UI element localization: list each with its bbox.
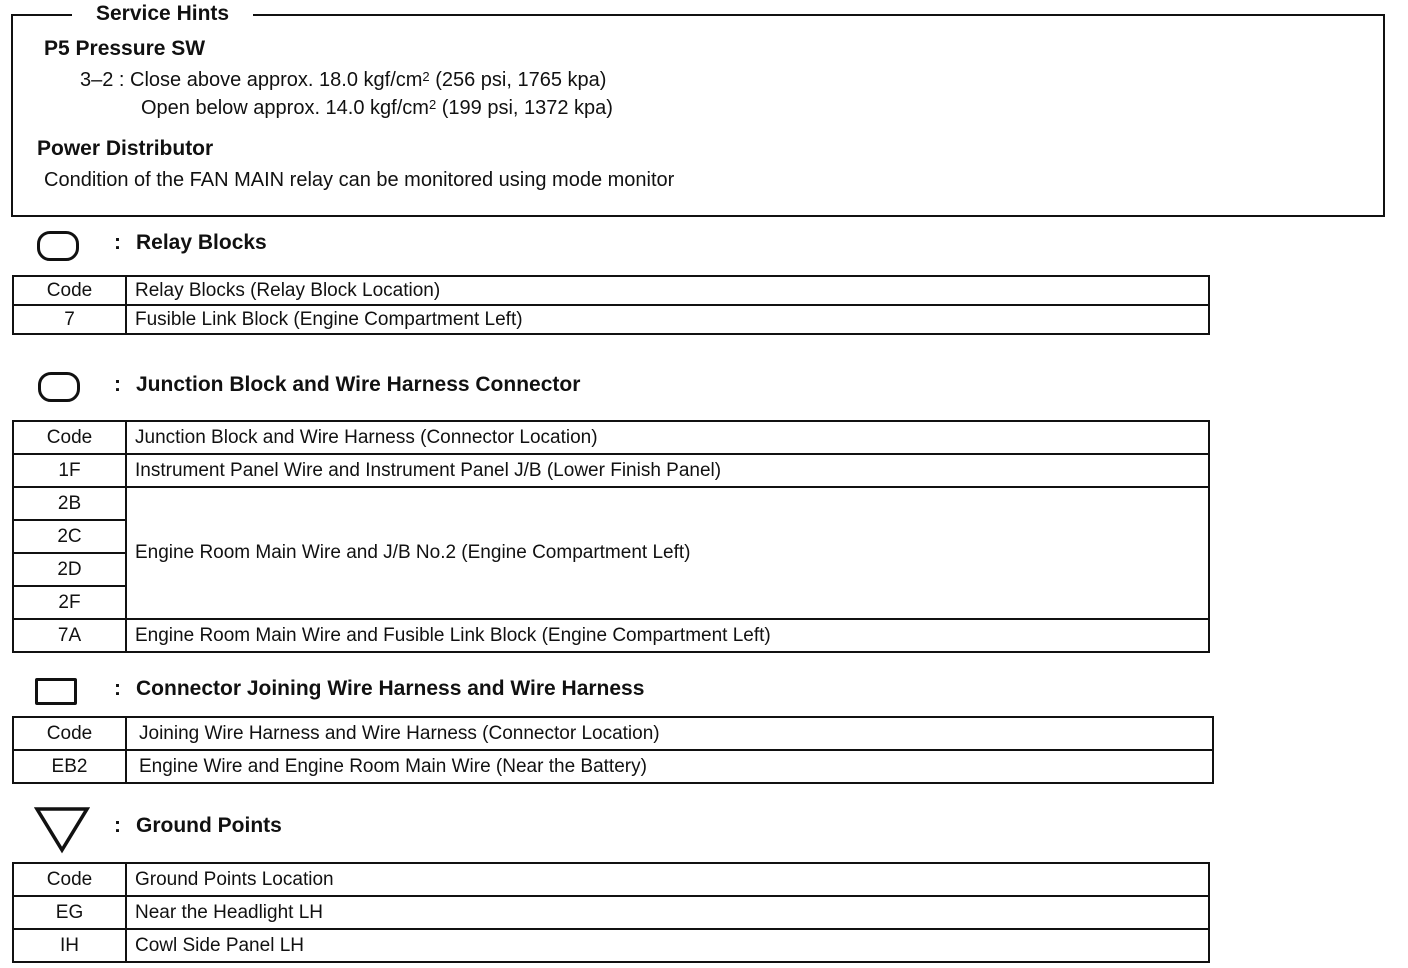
table-row bbox=[13, 487, 1209, 520]
connector-symbol-icon bbox=[35, 678, 77, 705]
table-header-code: Code bbox=[13, 717, 126, 750]
relay-blocks-title: Relay Blocks bbox=[136, 231, 267, 254]
table-header-desc: Junction Block and Wire Harness (Connector Location) bbox=[126, 421, 1209, 454]
p5-close-values: (256 psi, 1765 kpa) bbox=[429, 69, 607, 91]
row-desc: Engine Wire and Engine Room Main Wire (Near the Battery) bbox=[126, 750, 1213, 783]
table-header-row bbox=[13, 717, 1213, 750]
service-hints-title: Service Hints bbox=[72, 2, 253, 26]
table-header-code: Code bbox=[13, 276, 126, 305]
row-desc: Fusible Link Block (Engine Compartment Left) bbox=[126, 305, 1209, 334]
table-row bbox=[13, 619, 1209, 652]
table-header-row bbox=[13, 863, 1209, 896]
connector-joining-table bbox=[12, 716, 1214, 784]
p5-open-values: (199 psi, 1372 kpa) bbox=[436, 97, 613, 119]
p5-close-text: 3–2 : Close above approx. 18.0 kgf/cm bbox=[80, 69, 423, 91]
row-desc: Cowl Side Panel LH bbox=[126, 929, 1209, 962]
p5-heading: P5 Pressure SW bbox=[44, 37, 206, 60]
connector-joining-title: Connector Joining Wire Harness and Wire Harness bbox=[136, 677, 645, 700]
row-code: EG bbox=[13, 896, 126, 929]
table-header-code: Code bbox=[13, 421, 126, 454]
table-row bbox=[13, 454, 1209, 487]
junction-blocks-table bbox=[12, 420, 1210, 653]
relay-block-symbol-icon bbox=[37, 231, 79, 261]
table-header-desc: Joining Wire Harness and Wire Harness (Connector Location) bbox=[126, 717, 1213, 750]
table-row bbox=[13, 896, 1209, 929]
table-row bbox=[13, 305, 1209, 334]
p5-close-line bbox=[80, 68, 606, 92]
relay-blocks-colon: : bbox=[114, 231, 121, 254]
table-row bbox=[13, 929, 1209, 962]
row-desc: Engine Room Main Wire and Fusible Link Block (Engine Compartment Left) bbox=[126, 619, 1209, 652]
relay-blocks-table bbox=[12, 275, 1210, 335]
row-code: 1F bbox=[13, 454, 126, 487]
ground-points-title: Ground Points bbox=[136, 814, 282, 837]
row-code: 2D bbox=[13, 553, 126, 586]
power-distributor-heading: Power Distributor bbox=[37, 137, 214, 160]
row-code: 7A bbox=[13, 619, 126, 652]
row-desc-merged: Engine Room Main Wire and J/B No.2 (Engine Compartment Left) bbox=[126, 487, 1209, 619]
ground-points-table bbox=[12, 862, 1210, 963]
row-code: 2F bbox=[13, 586, 126, 619]
ground-point-triangle-icon bbox=[34, 806, 90, 854]
p5-close-superscript: 2 bbox=[422, 69, 430, 84]
table-header-row bbox=[13, 421, 1209, 454]
table-header-desc: Ground Points Location bbox=[126, 863, 1209, 896]
row-code: 2C bbox=[13, 520, 126, 553]
connector-joining-colon: : bbox=[114, 677, 121, 700]
row-code: 7 bbox=[13, 305, 126, 334]
row-code: 2B bbox=[13, 487, 126, 520]
table-row bbox=[13, 750, 1213, 783]
junction-blocks-colon: : bbox=[114, 373, 121, 396]
row-desc: Instrument Panel Wire and Instrument Panel J/B (Lower Finish Panel) bbox=[126, 454, 1209, 487]
junction-block-symbol-icon bbox=[38, 372, 80, 402]
table-header-desc: Relay Blocks (Relay Block Location) bbox=[126, 276, 1209, 305]
ground-points-colon: : bbox=[114, 814, 121, 837]
p5-open-line bbox=[141, 96, 613, 120]
table-header-row bbox=[13, 276, 1209, 305]
row-code: IH bbox=[13, 929, 126, 962]
row-desc: Near the Headlight LH bbox=[126, 896, 1209, 929]
p5-open-text: Open below approx. 14.0 kgf/cm bbox=[141, 97, 429, 119]
row-code: EB2 bbox=[13, 750, 126, 783]
junction-blocks-title: Junction Block and Wire Harness Connector bbox=[136, 373, 581, 396]
power-distributor-text: Condition of the FAN MAIN relay can be monitored using mode monitor bbox=[44, 169, 675, 191]
table-header-code: Code bbox=[13, 863, 126, 896]
p5-open-superscript: 2 bbox=[428, 97, 437, 112]
